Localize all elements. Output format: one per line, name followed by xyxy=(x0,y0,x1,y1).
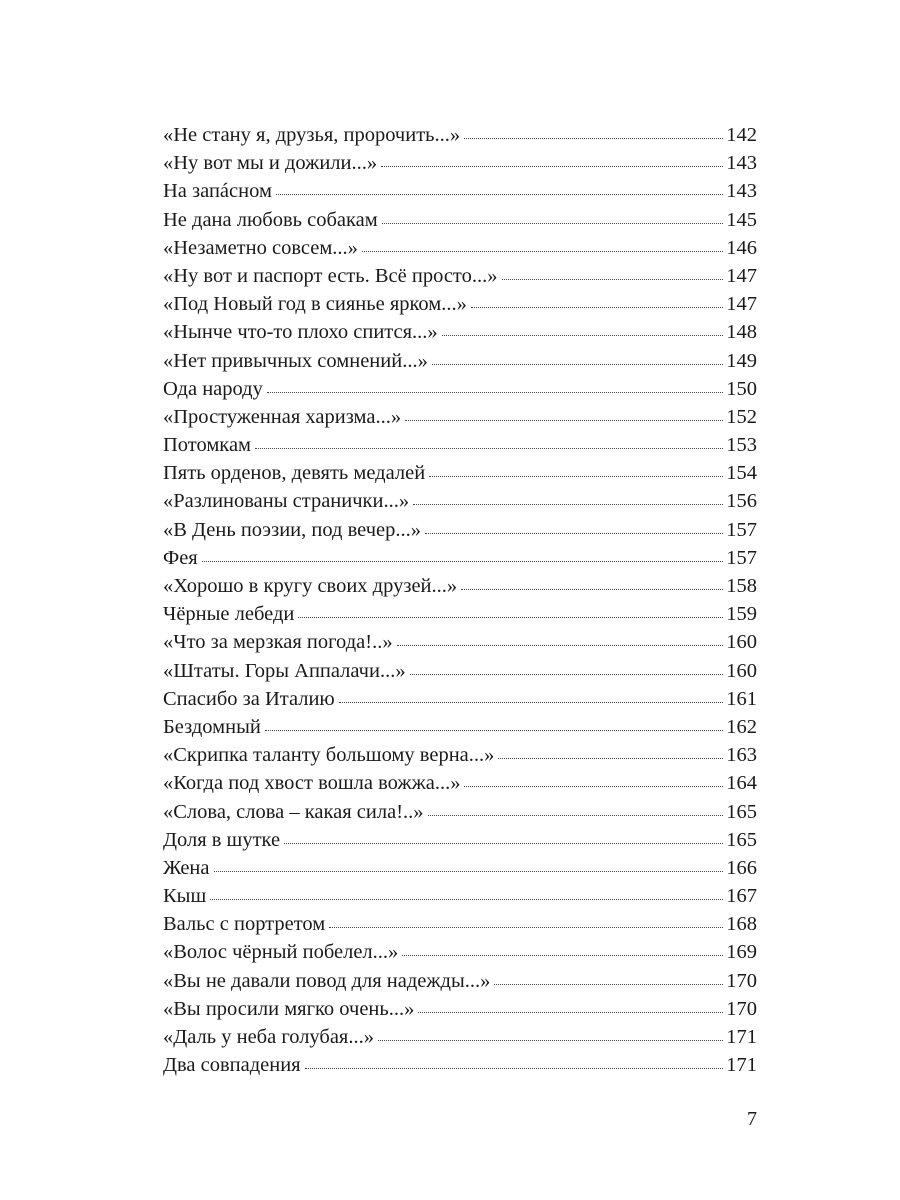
dot-leader xyxy=(428,815,724,816)
toc-entry xyxy=(163,572,757,600)
toc-entry-title: «В День поэзии, под вечер...» xyxy=(163,518,422,541)
toc-entry-page: 152 xyxy=(726,405,757,428)
toc-entry-page: 164 xyxy=(726,772,757,795)
toc-entry xyxy=(163,544,757,572)
dot-leader xyxy=(214,871,724,872)
dot-leader xyxy=(429,476,723,477)
toc-entry-title: Вальс с портретом xyxy=(163,913,326,936)
toc-entry xyxy=(163,685,757,713)
toc-entry xyxy=(163,149,757,177)
toc-entry xyxy=(163,318,757,346)
dot-leader xyxy=(413,504,723,505)
dot-leader xyxy=(402,955,723,956)
dot-leader xyxy=(494,984,723,985)
toc-entry xyxy=(163,516,757,544)
toc-entry-page: 142 xyxy=(726,124,757,146)
toc-entry xyxy=(163,459,757,487)
dot-leader xyxy=(464,786,723,787)
toc-entry-title: «Ну вот мы и дожили...» xyxy=(163,152,378,175)
dot-leader xyxy=(298,617,723,618)
dot-leader xyxy=(498,758,723,759)
toc-entry xyxy=(163,177,757,205)
toc-entry-title: Ода народу xyxy=(163,377,263,400)
toc-entry-title: Доля в шутке xyxy=(163,828,281,851)
toc-entry-title: «Волос чёрный побелел...» xyxy=(163,941,399,964)
toc-entry-title: «Нет привычных сомнений...» xyxy=(163,349,428,372)
toc-entry-page: 147 xyxy=(726,293,757,316)
toc-entry-page: 157 xyxy=(726,518,757,541)
dot-leader xyxy=(410,674,724,675)
toc-entry-title: «Даль у неба голубая...» xyxy=(163,1026,374,1048)
dot-leader xyxy=(471,307,723,308)
toc-entry-title: «Скрипка таланту большому верна...» xyxy=(163,744,495,767)
toc-entry xyxy=(163,826,757,854)
toc-entry-title: «Вы просили мягко очень...» xyxy=(163,997,415,1020)
toc-entry-page: 160 xyxy=(726,659,757,682)
dot-leader xyxy=(405,420,723,421)
toc-entry-title: Фея xyxy=(163,546,198,569)
toc-entry-page: 148 xyxy=(726,321,757,344)
dot-leader xyxy=(432,364,723,365)
toc-entry-page: 154 xyxy=(726,462,757,485)
toc-entry-page: 161 xyxy=(726,687,757,710)
dot-leader xyxy=(397,645,724,646)
dot-leader xyxy=(265,730,723,731)
toc-entry-page: 157 xyxy=(726,546,757,569)
dot-leader xyxy=(305,1068,724,1069)
toc-entry-page: 171 xyxy=(726,1054,757,1077)
toc-entry-page: 150 xyxy=(726,377,757,400)
toc-entry-title: «Простуженная харизма...» xyxy=(163,405,402,428)
dot-leader xyxy=(381,166,723,167)
toc-entry-page: 168 xyxy=(726,913,757,936)
toc-entry xyxy=(163,854,757,882)
dot-leader xyxy=(461,589,723,590)
toc-entry xyxy=(163,798,757,826)
toc-entry xyxy=(163,375,757,403)
toc-entry-title: На запáсном xyxy=(163,180,272,203)
toc-entry xyxy=(163,347,757,375)
toc-entry-title: «Что за мерзкая погода!..» xyxy=(163,631,393,654)
dot-leader xyxy=(276,194,723,195)
toc-entry xyxy=(163,431,757,459)
toc-entry xyxy=(163,290,757,318)
toc-entry-page: 143 xyxy=(726,152,757,175)
toc-entry-page: 163 xyxy=(726,744,757,767)
toc-entry xyxy=(163,910,757,938)
toc-entry-title: «Разлинованы странички...» xyxy=(163,490,410,513)
toc-entry-page: 145 xyxy=(726,208,757,231)
dot-leader xyxy=(464,138,723,139)
toc-entry-title: Спасибо за Италию xyxy=(163,687,335,710)
toc-entry-title: «Хорошо в кругу своих друзей...» xyxy=(163,575,458,597)
toc-entry-page: 143 xyxy=(726,180,757,203)
toc-entry-page: 167 xyxy=(726,885,757,908)
toc-entry-page: 171 xyxy=(726,1026,757,1048)
toc-entry-page: 156 xyxy=(726,490,757,513)
table-of-contents xyxy=(163,121,757,1079)
dot-leader xyxy=(210,899,723,900)
toc-entry xyxy=(163,769,757,797)
toc-entry-page: 158 xyxy=(726,575,757,597)
toc-entry-title: Пять орденов, девять медалей xyxy=(163,462,426,485)
toc-entry-title: «Нынче что-то плохо спится...» xyxy=(163,321,438,344)
dot-leader xyxy=(284,843,723,844)
toc-entry-title: Чёрные лебеди xyxy=(163,603,295,626)
toc-entry-page: 170 xyxy=(726,969,757,992)
toc-entry-title: «Ну вот и паспорт есть. Всё просто...» xyxy=(163,264,498,287)
toc-entry-page: 162 xyxy=(726,715,757,738)
toc-entry-page: 165 xyxy=(726,828,757,851)
toc-entry xyxy=(163,206,757,234)
toc-entry-title: «Не стану я, друзья, пророчить...» xyxy=(163,124,461,146)
dot-leader xyxy=(502,279,724,280)
toc-entry-title: Жена xyxy=(163,856,210,879)
toc-entry-title: «Незаметно совсем...» xyxy=(163,236,358,259)
toc-entry xyxy=(163,262,757,290)
toc-entry xyxy=(163,713,757,741)
toc-entry xyxy=(163,882,757,910)
dot-leader xyxy=(339,702,724,703)
toc-entry xyxy=(163,234,757,262)
dot-leader xyxy=(362,251,723,252)
toc-entry-page: 170 xyxy=(726,997,757,1020)
dot-leader xyxy=(267,392,723,393)
toc-entry-title: «Слова, слова – какая сила!..» xyxy=(163,800,424,823)
toc-entry xyxy=(163,995,757,1023)
dot-leader xyxy=(425,533,723,534)
toc-entry xyxy=(163,938,757,966)
toc-entry-page: 149 xyxy=(726,349,757,372)
toc-entry xyxy=(163,403,757,431)
toc-entry xyxy=(163,1023,757,1051)
toc-entry-page: 147 xyxy=(726,264,757,287)
toc-entry xyxy=(163,967,757,995)
toc-entry-page: 146 xyxy=(726,236,757,259)
dot-leader xyxy=(202,561,724,562)
toc-entry-page: 159 xyxy=(726,603,757,626)
toc-entry-title: Кыш xyxy=(163,885,207,908)
dot-leader xyxy=(329,927,723,928)
toc-entry-page: 165 xyxy=(726,800,757,823)
toc-entry-page: 153 xyxy=(726,434,757,457)
dot-leader xyxy=(255,448,723,449)
toc-entry-title: «Когда под хвост вошла вожжа...» xyxy=(163,772,461,795)
toc-entry xyxy=(163,600,757,628)
toc-entry xyxy=(163,628,757,656)
toc-entry-page: 160 xyxy=(726,631,757,654)
toc-entry-title: Потомкам xyxy=(163,434,252,457)
toc-entry xyxy=(163,121,757,149)
toc-entry-title: Два совпадения xyxy=(163,1054,301,1077)
toc-entry-title: «Штаты. Горы Аппалачи...» xyxy=(163,659,406,682)
page-number: 7 xyxy=(747,1108,757,1130)
dot-leader xyxy=(418,1012,723,1013)
toc-entry-title: Не дана любовь собакам xyxy=(163,208,378,231)
toc-entry-page: 166 xyxy=(726,856,757,879)
toc-entry-title: «Вы не давали повод для надежды...» xyxy=(163,969,491,992)
toc-entry xyxy=(163,487,757,515)
toc-entry xyxy=(163,1051,757,1079)
dot-leader xyxy=(382,223,724,224)
dot-leader xyxy=(378,1040,723,1041)
dot-leader xyxy=(442,335,724,336)
toc-entry-title: Бездомный xyxy=(163,715,261,738)
toc-entry-title: «Под Новый год в сиянье ярком...» xyxy=(163,293,467,316)
toc-entry xyxy=(163,657,757,685)
toc-entry-page: 169 xyxy=(726,941,757,964)
toc-entry xyxy=(163,741,757,769)
